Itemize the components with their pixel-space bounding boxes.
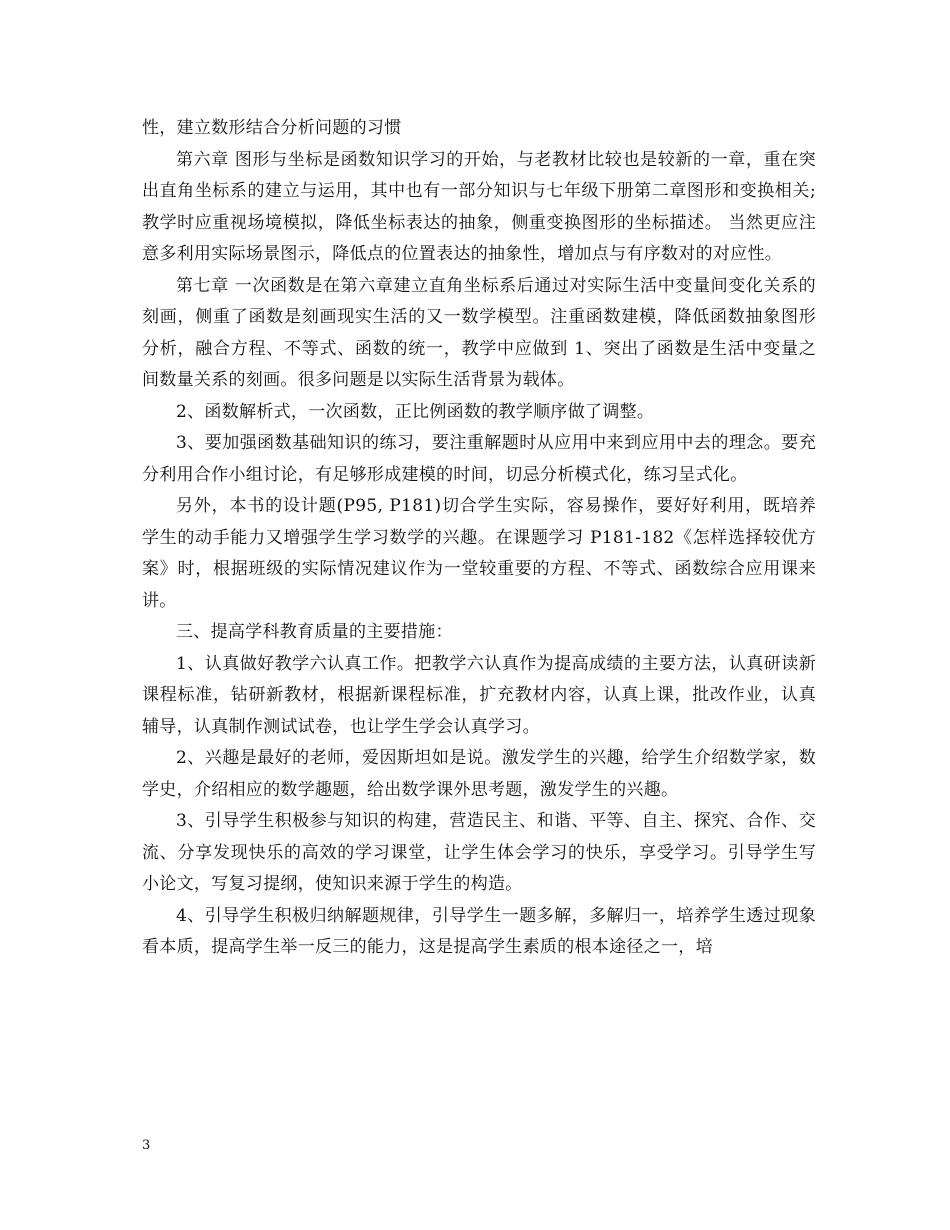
document-body: [142, 113, 816, 964]
paragraph-function-practice: 3、要加强函数基础知识的练习，要注重解题时从应用中来到应用中去的理念。要充分利用合作小组讨论，有足够形成建模的时间，切忌分析模式化，练习呈式化。: [142, 433, 816, 485]
paragraph-measure-2: 2、兴趣是最好的老师，爱因斯坦如是说。激发学生的兴趣，给学生介绍数学家，数学史，介绍相应的数学趣题，给出数学课外思考题，激发学生的兴趣。: [142, 748, 816, 800]
paragraph-design-topics: 另外，本书的设计题(P95, P181)切合学生实际，容易操作，要好好利用，既培养学生的动手能力又增强学生学习数学的兴趣。在课题学习 P181-182《怎样选择较优方案》时，根据班级的实际情况建议作为一堂较重要的方程、不等式、函数综合应用课来讲。: [142, 496, 816, 611]
paragraph-chapter-seven: 第七章 一次函数是在第六章建立直角坐标系后通过对实际生活中变量间变化关系的刻画，侧重了函数是刻画现实生活的又一数学模型。注重函数建模，降低函数抽象图形分析，融合方程、不等式、函数的统一，教学中应做到 1、突出了函数是生活中变量之间数量关系的刻画。很多问题是以实际生活背景为载体。: [142, 275, 816, 390]
paragraph-chapter-six: 第六章 图形与坐标是函数知识学习的开始，与老教材比较也是较新的一章，重在突出直角坐标系的建立与运用，其中也有一部分知识与七年级下册第二章图形和变换相关;教学时应重视场境模拟，降低坐标表达的抽象，侧重变换图形的坐标描述。 当然更应注意多利用实际场景图示，降低点的位置表达的抽象性，增加点与有序数对的对应性。: [142, 149, 816, 264]
paragraph-function-order: 2、函数解析式，一次函数，正比例函数的教学顺序做了调整。: [176, 401, 655, 422]
section-heading-measures: 三、提高学科教育质量的主要措施：: [176, 622, 453, 642]
page-number: 3: [142, 1138, 151, 1153]
paragraph-measure-4: 4、引导学生积极归纳解题规律，引导学生一题多解，多解归一，培养学生透过现象看本质，提高学生举一反三的能力，这是提高学生素质的根本途径之一，培: [142, 905, 816, 957]
paragraph-measure-3: 3、引导学生积极参与知识的构建，营造民主、和谐、平等、自主、探究、合作、交流、分享发现快乐的高效的学习课堂，让学生体会学习的快乐，享受学习。引导学生写小论文，写复习提纲，使知识来源于学生的构造。: [142, 811, 816, 894]
paragraph-continuation: 性，建立数形结合分析问题的习惯: [142, 118, 402, 138]
paragraph-measure-1: 1、认真做好教学六认真工作。把教学六认真作为提高成绩的主要方法，认真研读新课程标准，钻研新教材，根据新课程标准，扩充教材内容，认真上课，批改作业，认真辅导，认真制作测试试卷，也让学生学会认真学习。: [142, 653, 816, 737]
